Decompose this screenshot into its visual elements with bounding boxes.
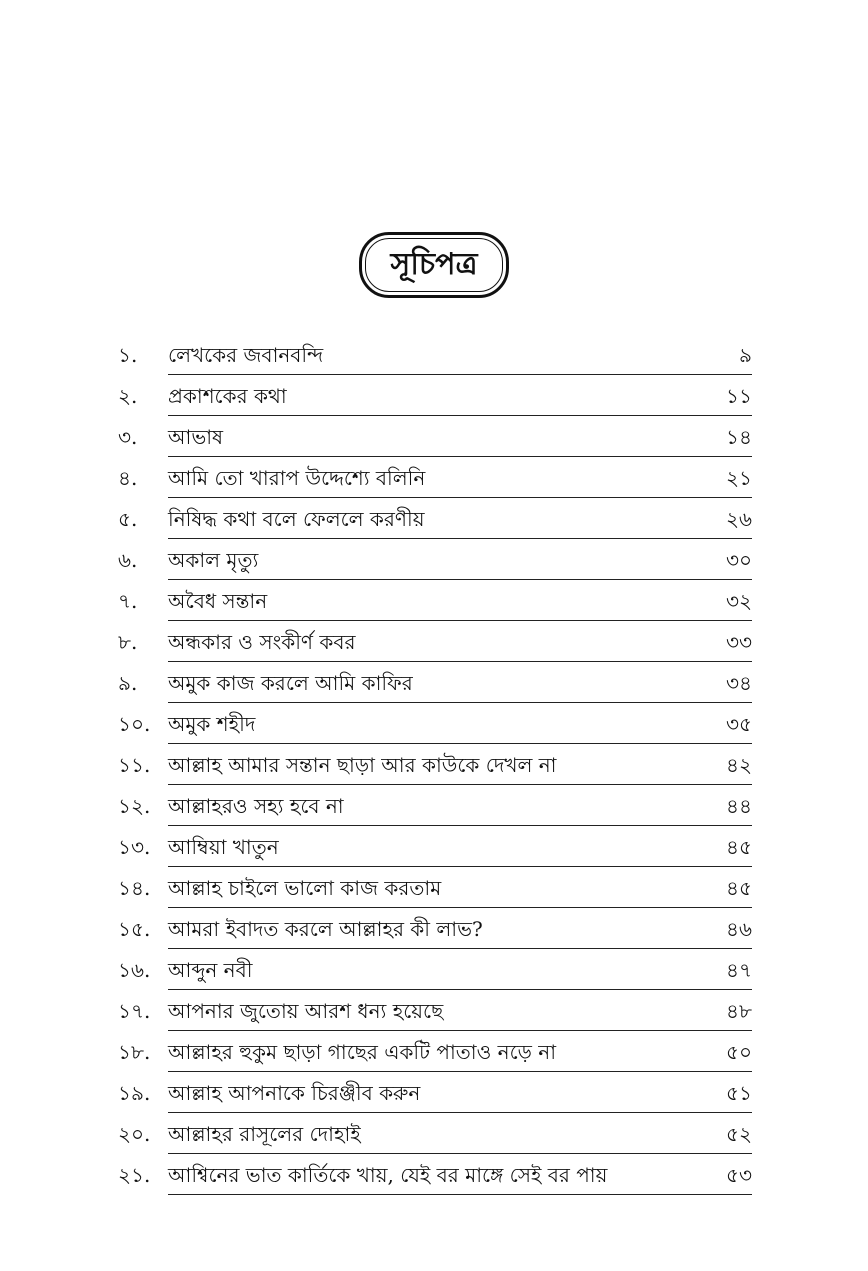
toc-entry-page: ৪৬ — [726, 917, 752, 941]
toc-entry — [0, 375, 868, 416]
toc-entry-title: আব্দুন নবী — [168, 958, 253, 982]
toc-entry-title: অন্ধকার ও সংকীর্ণ কবর — [168, 630, 356, 654]
toc-entry-title: আল্লাহ চাইলে ভালো কাজ করতাম — [168, 876, 442, 900]
toc-entry-title: আপনার জুতোয় আরশ ধন্য হয়েছে — [168, 999, 444, 1023]
toc-entry-title: অমুক শহীদ — [168, 712, 256, 736]
toc-entry-page: ৪৪ — [726, 794, 752, 818]
toc-entry — [0, 1154, 868, 1195]
toc-entry-page: ৫১ — [726, 1081, 752, 1105]
toc-entry-number: ২. — [118, 384, 138, 408]
toc-entry-title: অমুক কাজ করলে আমি কাফির — [168, 671, 413, 695]
toc-entry-number: ১৭. — [118, 999, 151, 1023]
toc-entry-title: আশ্বিনের ভাত কার্তিকে খায়, যেই বর মাঙ্গে সেই বর পায় — [168, 1163, 608, 1187]
toc-entry-title: আমি তো খারাপ উদ্দেশ্যে বলিনি — [168, 466, 426, 490]
toc-entry-page: ৫২ — [726, 1122, 752, 1146]
toc-entry — [0, 908, 868, 949]
toc-entry — [0, 990, 868, 1031]
toc-entry-title: অকাল মৃত্যু — [168, 548, 259, 572]
toc-entry-number: ৬. — [118, 548, 138, 572]
toc-entry-page: ৫০ — [726, 1040, 752, 1064]
toc-entry-number: ১. — [118, 343, 138, 367]
toc-entry-title: আল্লাহর রাসূলের দোহাই — [168, 1122, 361, 1146]
toc-entry — [0, 785, 868, 826]
toc-entry-number: ১৫. — [118, 917, 151, 941]
toc-entry-number: ১৯. — [118, 1081, 151, 1105]
toc-entry-title: লেখকের জবানবন্দি — [168, 343, 324, 367]
toc-entry-page: ৪৭ — [726, 958, 752, 982]
toc-entry — [0, 621, 868, 662]
toc-entry — [0, 744, 868, 785]
toc-entry-page: ৫৩ — [726, 1163, 752, 1187]
toc-entry-page: ৪২ — [726, 753, 752, 777]
toc-entry-number: ৭. — [118, 589, 138, 613]
toc-entry-title: আল্লাহরও সহ্য হবে না — [168, 794, 344, 818]
toc-entry-page: ৩৩ — [725, 630, 752, 654]
toc-entry — [0, 826, 868, 867]
toc-entry-number: ২০. — [118, 1122, 151, 1146]
toc-entry-page: ৪৫ — [726, 835, 752, 859]
page-title-frame — [359, 232, 509, 298]
toc-entry-page: ৩৪ — [726, 671, 752, 695]
toc-entry-page: ৪৮ — [726, 999, 752, 1023]
toc-entry — [0, 703, 868, 744]
toc-entry — [0, 457, 868, 498]
toc-entry-page: ৪৫ — [726, 876, 752, 900]
toc-entry-page: ১৪ — [726, 425, 752, 449]
toc-entry-title: আম্বিয়া খাতুন — [168, 835, 279, 859]
toc-entry — [0, 539, 868, 580]
toc-entry-number: ৫. — [118, 507, 138, 531]
toc-entry-number: ১০. — [118, 712, 151, 736]
toc-entry-title: আল্লাহ আমার সন্তান ছাড়া আর কাউকে দেখল না — [168, 753, 557, 777]
toc-entry-title: আল্লাহর হুকুম ছাড়া গাছের একটি পাতাও নড়ে না — [168, 1040, 557, 1064]
toc-entry-page: ৩২ — [725, 589, 752, 613]
toc-entry-number: ১৩. — [118, 835, 151, 859]
toc-entry — [0, 949, 868, 990]
toc-entry-number: ৯. — [118, 671, 138, 695]
toc-entry — [0, 662, 868, 703]
toc-entry-number: ১৮. — [118, 1040, 151, 1064]
toc-entry — [0, 498, 868, 539]
toc-entry-page: ২১ — [726, 466, 752, 490]
toc-entry-title: প্রকাশকের কথা — [168, 384, 287, 408]
toc-entry-number: ১১. — [118, 753, 151, 777]
toc-entry-number: ১২. — [118, 794, 151, 818]
toc-entry-number: ৪. — [118, 466, 138, 490]
toc-entry — [0, 1031, 868, 1072]
toc-entry-page: ৩০ — [725, 548, 752, 572]
toc-entry — [0, 580, 868, 621]
toc-entry-title: আমরা ইবাদত করলে আল্লাহর কী লাভ? — [168, 917, 483, 941]
toc-entry-page: ২৬ — [725, 507, 752, 531]
toc-entry — [0, 334, 868, 375]
toc-divider — [168, 1194, 752, 1195]
toc-entry — [0, 416, 868, 457]
toc-entry-number: ১৬. — [118, 958, 151, 982]
toc-entry-page: ৩৫ — [726, 712, 752, 736]
toc-entry-title: আল্লাহ আপনাকে চিরঞ্জীব করুন — [168, 1081, 421, 1105]
toc-entry-title: আভাষ — [168, 425, 224, 449]
toc-entry-number: ৮. — [118, 630, 138, 654]
page-title: সূচিপত্র — [365, 238, 503, 292]
toc-entry-page: ৯ — [739, 343, 752, 367]
toc-entry-title: নিষিদ্ধ কথা বলে ফেললে করণীয় — [168, 507, 425, 531]
table-of-contents — [0, 334, 868, 1195]
toc-entry — [0, 1072, 868, 1113]
toc-entry-number: ২১. — [118, 1163, 151, 1187]
toc-entry-number: ১৪. — [118, 876, 151, 900]
toc-entry — [0, 867, 868, 908]
toc-entry-page: ১১ — [726, 384, 752, 408]
toc-entry-number: ৩. — [118, 425, 138, 449]
toc-entry — [0, 1113, 868, 1154]
toc-entry-title: অবৈধ সন্তান — [168, 589, 268, 613]
